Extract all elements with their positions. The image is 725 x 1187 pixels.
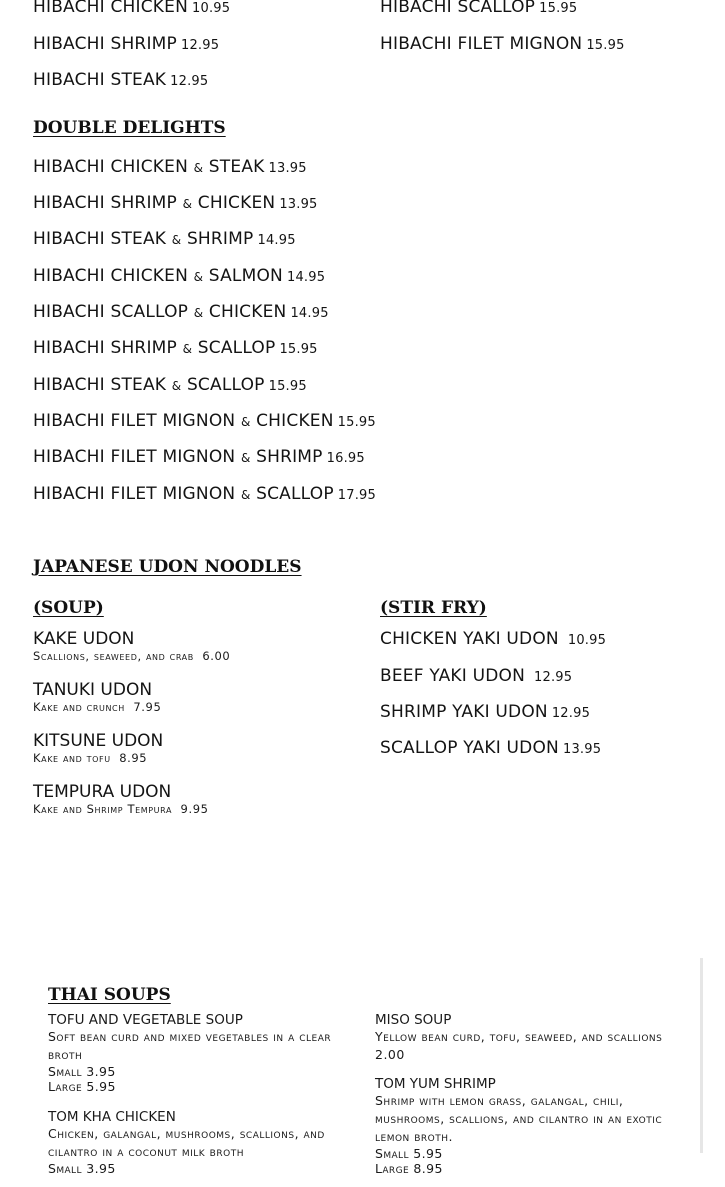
item-price: 13.95	[279, 197, 318, 212]
item-price: 14.95	[286, 270, 326, 285]
item-price: 16.95	[326, 451, 365, 466]
item-description: Kake and Shrimp Tempura	[33, 802, 173, 816]
item-price: 10.95	[192, 1, 231, 16]
item-price: 10.95	[567, 633, 607, 648]
item-name-b: CHICKEN	[208, 302, 287, 322]
udon-soup-item	[33, 782, 209, 816]
item-price: 15.95	[337, 415, 376, 430]
subheading-stir-fry: (STIR FRY)	[380, 598, 487, 618]
item-name-a: HIBACHI CHICKEN	[33, 157, 189, 177]
item-name-a: HIBACHI FILET MIGNON	[33, 447, 236, 467]
section-heading-udon: JAPANESE UDON NOODLES	[33, 557, 302, 577]
small-price: Small 3.95	[48, 1161, 116, 1176]
thai-soup-miso	[375, 1012, 675, 1064]
item-name-b: CHICKEN	[197, 193, 276, 213]
item-name-a: HIBACHI SHRIMP	[33, 338, 177, 358]
item-name-b: SALMON	[208, 266, 283, 286]
item-name-b: SHRIMP	[256, 447, 323, 467]
udon-stirfry-item	[380, 666, 572, 686]
ampersand: &	[171, 233, 182, 247]
section-heading-double-delights: DOUBLE DELIGHTS	[33, 118, 226, 138]
ampersand: &	[193, 161, 204, 175]
menu-item	[33, 229, 296, 249]
menu-item	[33, 193, 318, 213]
menu-item	[33, 0, 230, 17]
item-price: 12.95	[534, 670, 573, 685]
item-price: 7.95	[133, 700, 162, 714]
large-price: Large 8.95	[375, 1161, 443, 1176]
item-name-a: HIBACHI FILET MIGNON	[33, 411, 236, 431]
item-name: TEMPURA UDON	[33, 782, 172, 802]
section-heading-thai-soups: THAI SOUPS	[48, 985, 171, 1005]
item-price: 15.95	[279, 342, 318, 357]
menu-item	[33, 411, 376, 431]
item-name-a: HIBACHI STEAK	[33, 229, 167, 249]
item-name-a: HIBACHI STEAK	[33, 375, 167, 395]
item-name: CHICKEN YAKI UDON	[380, 629, 559, 649]
ampersand: &	[171, 379, 182, 393]
item-name: SHRIMP YAKI UDON	[380, 702, 548, 722]
item-price: 13.95	[562, 742, 602, 757]
item-description: Shrimp with lemon grass, galangal, chili, mushrooms, scallions, and cilantro in an exotic lemon broth.	[375, 1093, 663, 1144]
item-description: Yellow bean curd, tofu, seaweed, and scallions	[375, 1029, 663, 1044]
item-name: HIBACHI CHICKEN	[33, 0, 189, 17]
item-name: MISO SOUP	[375, 1012, 452, 1028]
item-price: 8.95	[119, 751, 148, 765]
item-name-b: SCALLOP	[256, 484, 334, 504]
thai-soup-tom-yum	[375, 1076, 675, 1176]
item-name: KAKE UDON	[33, 629, 135, 649]
item-price: 9.95	[180, 802, 209, 816]
item-description: Chicken, galangal, mushrooms, scallions, and cilantro in a coconut milk broth	[48, 1126, 325, 1159]
item-description: Kake and crunch	[33, 700, 125, 714]
page-edge-divider	[700, 958, 703, 1153]
item-name-b: CHICKEN	[256, 411, 334, 431]
item-name: HIBACHI FILET MIGNON	[380, 34, 583, 54]
item-name: TOFU AND VEGETABLE SOUP	[48, 1012, 243, 1028]
item-name: TANUKI UDON	[33, 680, 153, 700]
item-price: 12.95	[170, 74, 209, 89]
item-name-b: SCALLOP	[197, 338, 276, 358]
ampersand: &	[193, 306, 204, 320]
item-price: 15.95	[268, 379, 307, 394]
item-name: HIBACHI SHRIMP	[33, 34, 177, 54]
menu-item	[33, 447, 365, 467]
menu-item	[33, 157, 307, 177]
item-price: 13.95	[268, 161, 307, 176]
menu-item	[380, 0, 577, 17]
menu-item	[380, 34, 625, 54]
item-name: SCALLOP YAKI UDON	[380, 738, 559, 758]
item-name-a: HIBACHI SHRIMP	[33, 193, 177, 213]
ampersand: &	[240, 415, 251, 429]
menu-item	[33, 375, 307, 395]
item-name-b: SHRIMP	[186, 229, 254, 249]
item-name-a: HIBACHI SCALLOP	[33, 302, 189, 322]
ampersand: &	[240, 451, 251, 465]
item-price: 15.95	[539, 1, 578, 16]
item-name-b: STEAK	[208, 157, 265, 177]
item-name-a: HIBACHI FILET MIGNON	[33, 484, 236, 504]
item-price: 2.00	[375, 1047, 405, 1062]
thai-soup-tofu	[48, 1012, 348, 1094]
small-price: Small 3.95	[48, 1064, 116, 1079]
item-name-a: HIBACHI CHICKEN	[33, 266, 189, 286]
item-name-b: SCALLOP	[186, 375, 265, 395]
item-name: HIBACHI SCALLOP	[380, 0, 536, 17]
udon-soup-item	[33, 680, 161, 714]
ampersand: &	[240, 488, 251, 502]
menu-item	[33, 70, 208, 90]
large-price: Large 5.95	[48, 1079, 116, 1094]
item-description: Soft bean curd and mixed vegetables in a clear broth	[48, 1029, 332, 1062]
ampersand: &	[193, 270, 204, 284]
menu-item	[33, 266, 325, 286]
item-name: BEEF YAKI UDON	[380, 666, 526, 686]
item-name: TOM KHA CHICKEN	[48, 1109, 176, 1125]
item-description: Kake and tofu	[33, 751, 111, 765]
item-price: 12.95	[180, 38, 220, 53]
menu-item	[33, 338, 318, 358]
item-price: 6.00	[202, 649, 231, 663]
udon-soup-item	[33, 731, 163, 765]
item-description: Scallions, seaweed, and crab	[33, 649, 194, 663]
item-price: 12.95	[551, 706, 591, 721]
item-price: 14.95	[257, 233, 296, 248]
item-price: 14.95	[290, 306, 329, 321]
item-price: 15.95	[586, 38, 625, 53]
udon-stirfry-item	[380, 738, 601, 758]
thai-soup-tom-kha	[48, 1109, 348, 1176]
udon-soup-item	[33, 629, 230, 663]
udon-stirfry-item	[380, 702, 590, 722]
subheading-soup: (SOUP)	[33, 598, 104, 618]
ampersand: &	[182, 342, 193, 356]
udon-stirfry-item	[380, 629, 606, 649]
ampersand: &	[182, 197, 193, 211]
item-price: 17.95	[337, 488, 376, 503]
item-name: TOM YUM SHRIMP	[375, 1076, 496, 1092]
item-name: KITSUNE UDON	[33, 731, 164, 751]
menu-item	[33, 484, 376, 504]
item-name: HIBACHI STEAK	[33, 70, 167, 90]
menu-item	[33, 302, 329, 322]
small-price: Small 5.95	[375, 1146, 443, 1161]
menu-item	[33, 34, 219, 54]
